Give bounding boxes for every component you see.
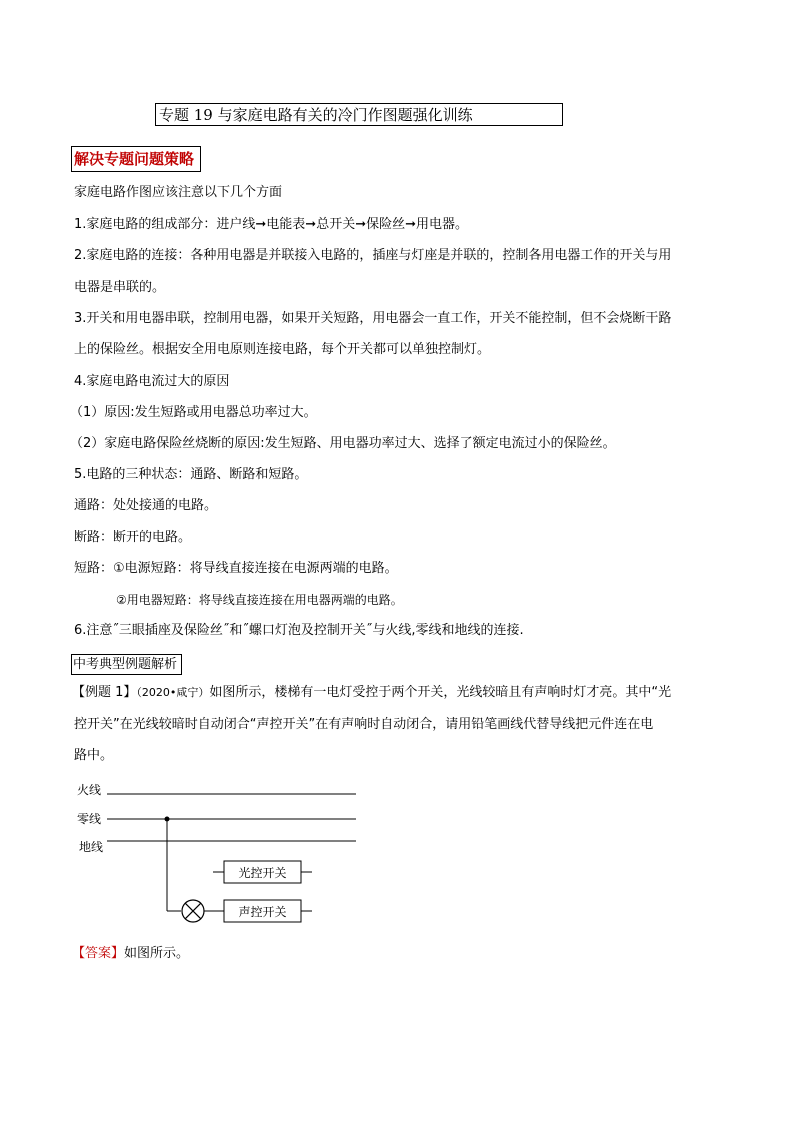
point-4: 4.家庭电路电流过大的原因 [74, 374, 230, 389]
intro-text: 家庭电路作图应该注意以下几个方面 [74, 185, 283, 200]
short-circuit-2: ②用电器短路：将导线直接连接在用电器两端的电路。 [116, 593, 403, 607]
point-2-line-1: 2.家庭电路的连接：各种用电器是并联接入电路的，插座与灯座是并联的，控制各用电器工作的开关与用 [74, 248, 672, 263]
live-wire-label: 火线 [77, 783, 102, 797]
example-line-3: 路中。 [74, 748, 114, 763]
example-line-2: 控开关”在光线较暗时自动闭合“声控开关”在有声响时自动闭合，请用铅笔画线代替导线把元件连在电 [74, 717, 654, 732]
point-3-line-1: 3.开关和用电器串联，控制用电器，如果开关短路，用电器会一直工作，开关不能控制，但不会烧断干路 [74, 311, 672, 326]
sound-switch-label: 声控开关 [238, 905, 287, 919]
strategy-heading: 解决专题问题策略 [71, 146, 201, 172]
duanlu-text: 断路：断开的电路。 [74, 530, 192, 545]
page-title: 专题 19 与家庭电路有关的冷门作图题强化训练 [155, 103, 563, 126]
point-4-2: （2）家庭电路保险丝烧断的原因:发生短路、用电器功率过大、选择了额定电流过小的保险丝。 [70, 436, 616, 451]
tonglu-text: 通路：处处接通的电路。 [74, 498, 218, 513]
example-heading: 中考典型例题解析 [71, 654, 182, 675]
example-label: 【例题 1】 [72, 685, 137, 700]
example-source: （2020•咸宁） [136, 686, 210, 699]
short-circuit-1: 短路：①电源短路：将导线直接连接在电源两端的电路。 [74, 561, 398, 576]
answer-text: 如图所示。 [124, 946, 190, 961]
answer-line [72, 945, 189, 962]
point-3-line-2: 上的保险丝。根据安全用电原则连接电路，每个开关都可以单独控制灯。 [74, 342, 491, 357]
point-4-1: （1）原因:发生短路或用电器总功率过大。 [70, 405, 317, 420]
point-2-line-2: 电器是串联的。 [74, 280, 166, 295]
point-6: 6.注意˝三眼插座及保险丝˝和˝螺口灯泡及控制开关˝与火线,零线和地线的连接. [74, 623, 524, 638]
point-5: 5.电路的三种状态：通路、断路和短路。 [74, 467, 308, 482]
point-1: 1.家庭电路的组成部分：进户线➞电能表➞总开关➞保险丝➞用电器。 [74, 217, 468, 232]
neutral-wire-label: 零线 [77, 812, 102, 826]
ground-wire-label: 地线 [79, 840, 104, 854]
answer-label: 【答案】 [72, 946, 125, 961]
light-switch-label: 光控开关 [238, 866, 287, 880]
example-text-1: 如图所示，楼梯有一电灯受控于两个开关，光线较暗且有声响时灯才亮。其中“光 [209, 685, 672, 700]
